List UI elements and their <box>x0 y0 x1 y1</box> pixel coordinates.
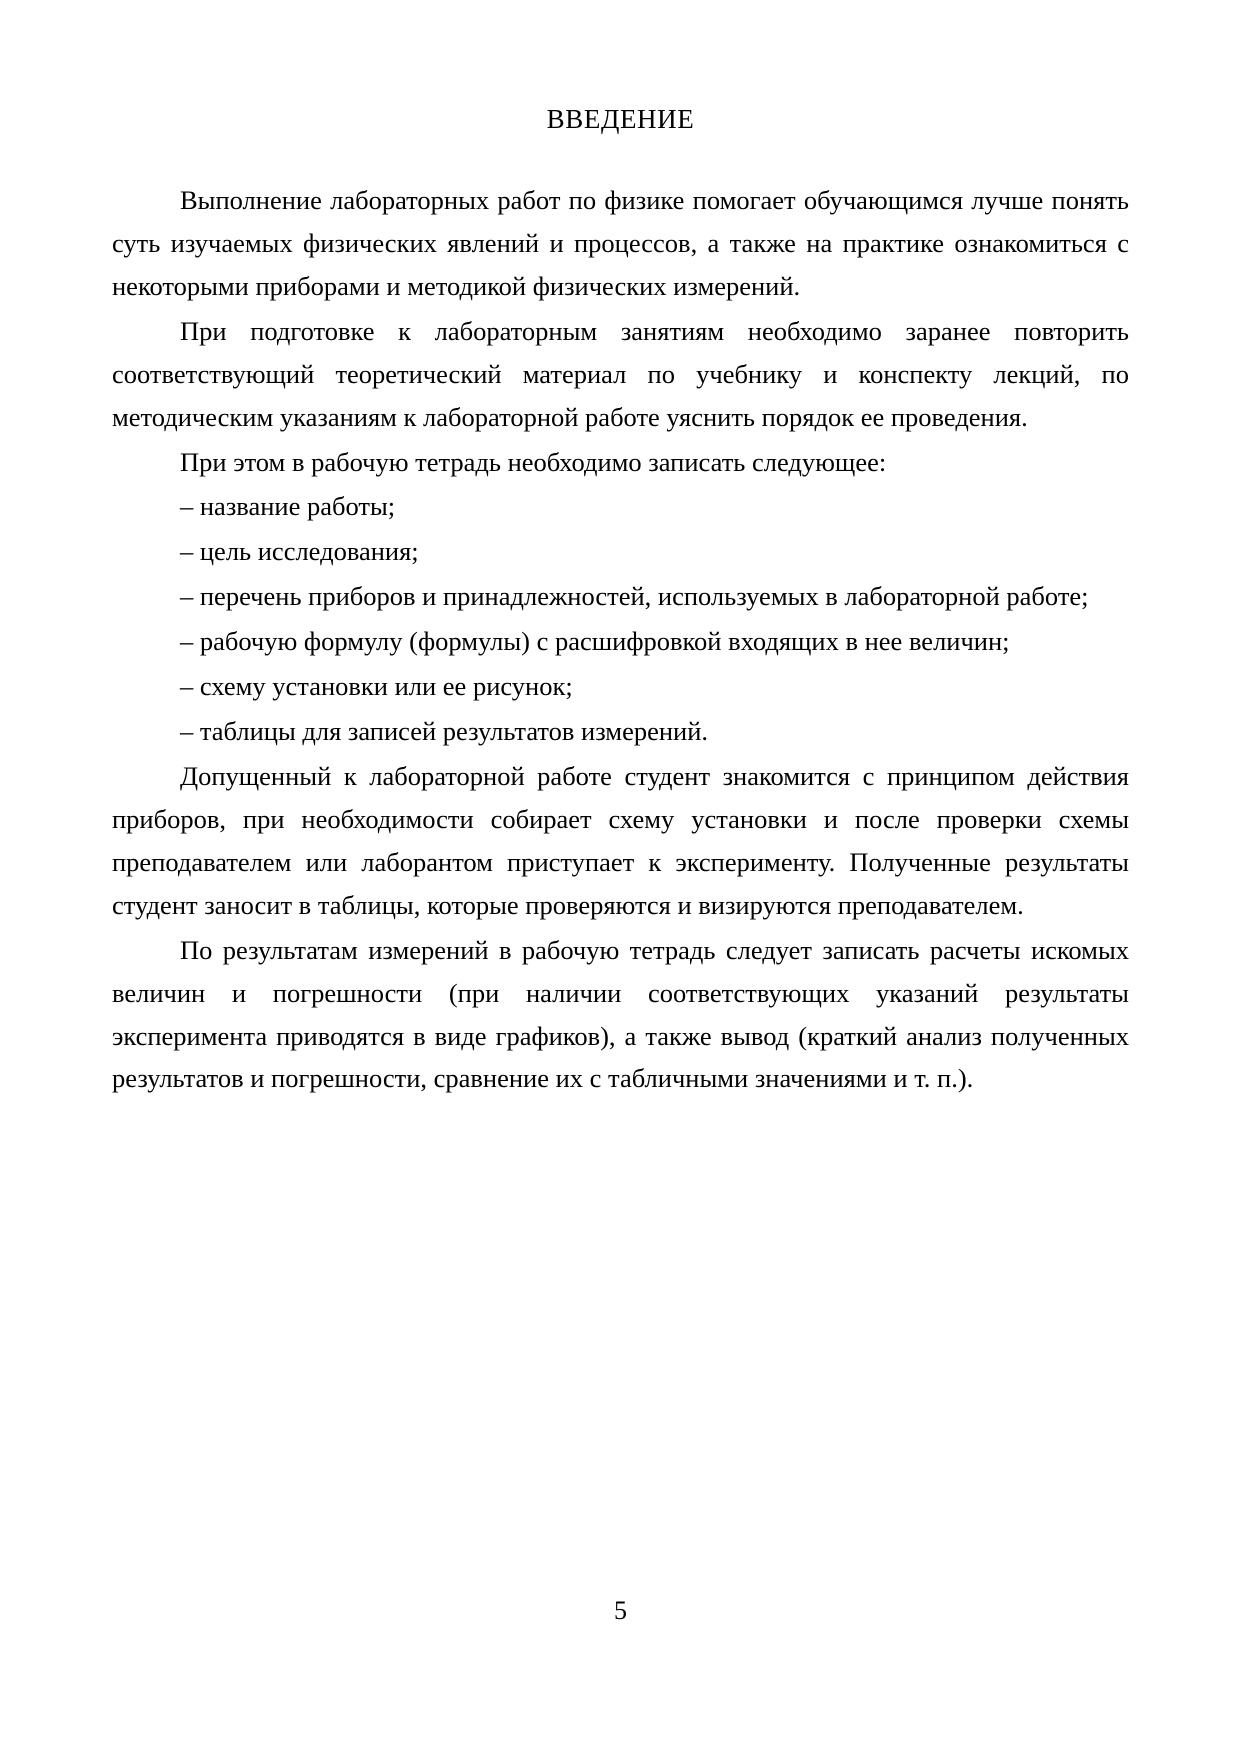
list-item: – перечень приборов и принадлежностей, используемых в лабораторной работе; <box>180 581 1089 612</box>
document-body <box>112 179 1129 1100</box>
list-item: – рабочую формулу (формулы) с расшифровкой входящих в нее величин; <box>180 626 1010 657</box>
page-number: 5 <box>614 1596 627 1625</box>
paragraph-procedure: Допущенный к лабораторной работе студент знакомится с принципом действия приборов, при необходимости собирает схему установки и после проверки схемы преподавателем или лаборантом приступает к эксперименту. Полученные результаты студент заносит в таблицы, которые проверяются и визируются преподавателем. <box>112 760 1129 920</box>
paragraph-results: По результатам измерений в рабочую тетрадь следует записать расчеты искомых величин и погрешности (при наличии соответствующих указаний результаты эксперимента приводятся в виде графиков), а также вывод (краткий анализ полученных результатов и погрешности, сравнение их с табличными значениями и т. п.). <box>112 934 1129 1094</box>
page-title: ВВЕДЕНИЕ <box>546 104 695 134</box>
paragraph-intro-2: При подготовке к лабораторным занятиям необходимо заранее повторить соответствующий теоретический материал по учебнику и конспекту лекций, по методическим указаниям к лабораторной работе уяснить порядок ее проведения. <box>112 315 1129 432</box>
list-item: – цель исследования; <box>180 536 419 567</box>
paragraph-list-lead-in: При этом в рабочую тетрадь необходимо записать следующее: <box>180 446 887 477</box>
list-item: – схему установки или ее рисунок; <box>180 671 573 702</box>
list-item: – название работы; <box>180 491 396 522</box>
list-item: – таблицы для записей результатов измерений. <box>180 716 709 747</box>
paragraph-intro-1: Выполнение лабораторных работ по физике помогает обучающимся лучше понять суть изучаемых физических явлений и процессов, а также на практике ознакомиться с некоторыми приборами и методикой физических измерений. <box>112 185 1129 301</box>
